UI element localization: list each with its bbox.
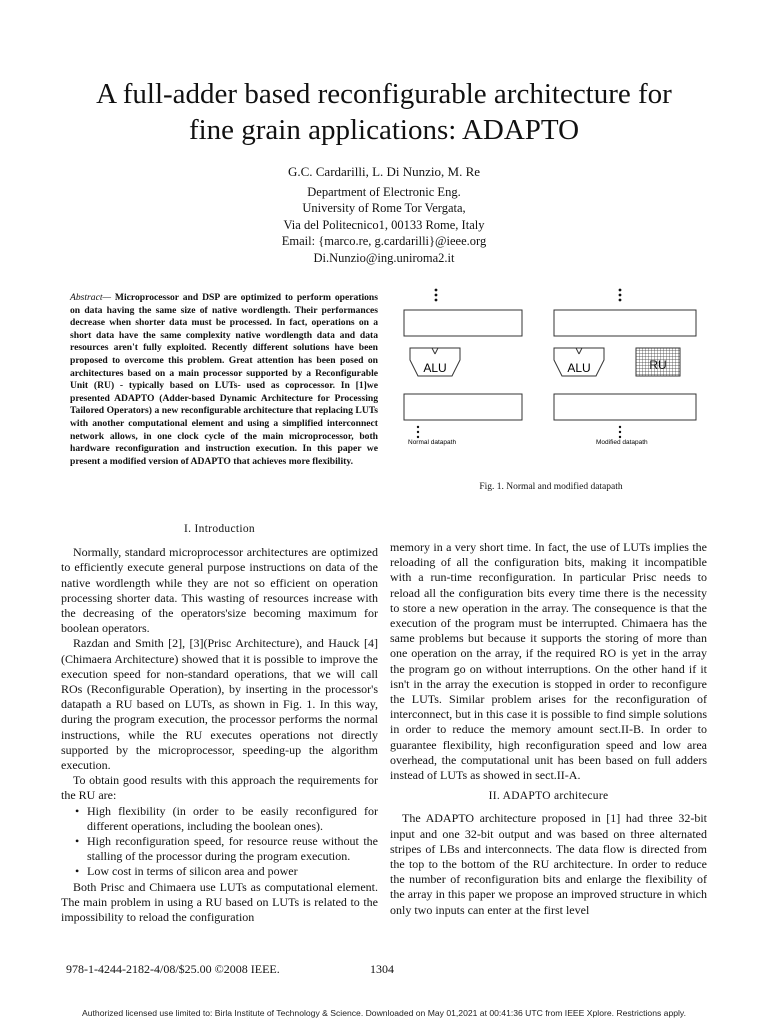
register-top — [554, 310, 696, 336]
list-item: • Low cost in terms of silicon area and power — [75, 864, 298, 879]
author-names: G.C. Cardarilli, L. Di Nunzio, M. Re — [287, 164, 481, 179]
affiliation-email: Email: {marco.re, g.cardarilli}@ieee.org — [281, 234, 487, 248]
list-item: • High reconfiguration speed, for resource reuse without the stalling of the processor during the program execution. — [75, 834, 378, 864]
datapath-figure — [396, 284, 706, 456]
alu-label: ALU — [423, 361, 447, 375]
affiliation-email: Di.Nunzio@ing.uniroma2.it — [313, 250, 455, 265]
title-line-1: A full-adder based reconfigurable architecture for — [96, 78, 672, 110]
modified-datapath-label: Modified datapath — [596, 439, 648, 446]
normal-datapath-label: Normal datapath — [408, 439, 457, 446]
register-bottom — [554, 394, 696, 420]
bullet-icon: • — [75, 864, 80, 879]
authorized-use-note: Authorized licensed use limited to: Birla Institute of Technology & Science. Downloaded on May 01,2021 at 00:41:36 UTC from IEEE Xplore. Restrictions apply. — [82, 1008, 686, 1018]
paragraph: Normally, standard microprocessor architectures are optimized to efficiently execute general purpose instructions on data of the native wordlength while they are not so efficient on operation processing shorter data. This wasting of resources increase with the decreasing of the operators'size becoming maximum for boolean operators. — [61, 545, 378, 636]
paragraph: To obtain good results with this approach the requirements for the RU are: — [61, 773, 378, 803]
section-heading: I. Introduction — [184, 523, 255, 535]
paragraph: The ADAPTO architecture proposed in [1] had three 32-bit input and one 32-bit output and was based on three alternated stripes of LBs and interconnects. The data flow is directed from the top to the bottom of the RU architecture. In order to reduce the number of reconfiguration bits and enlarge the flexibility of the array in this paper we propose an improved structure in which only two inputs can enter at the first level — [390, 811, 707, 917]
affiliation-line: Department of Electronic Eng. — [307, 184, 461, 199]
page-number: 1304 — [370, 962, 394, 976]
paragraph: memory in a very short time. In fact, the use of LUTs implies the reloading of all the configuration bits, making it incompatible with a run-time reconfiguration. In particular Prisc needs to reload all the configuration bits every time there is the necessity to store a new operation in the array. The consequence is that the execution of the program must be interrupted. Chimaera has the same problems but because it supports the storing of more than one operation on the array, if the required RO is yet in the array the program go on without interruptions. On the other hand if it isn't in the array the execution is stopped in order to reconfigure the LUTs. Similar problem arises for the reconfiguration of interconnect, but in this case it is possible to find simple solutions in order to reduce the memory amount sect.II-B. In order to guarantee flexibility, high reconfiguration speed and low area overhead, the computational unit has been based on full adders instead of LUTs as showed in sect.II-A. — [390, 540, 707, 783]
paper-title — [40, 76, 728, 148]
register-top — [404, 310, 522, 336]
title-line-2: fine grain applications: ADAPTO — [188, 114, 580, 146]
alu-label: ALU — [567, 361, 591, 375]
bullet-icon: • — [75, 803, 80, 818]
requirements-list — [61, 804, 378, 880]
modified-datapath — [554, 289, 696, 446]
register-bottom — [404, 394, 522, 420]
list-item: • High flexibility (in order to be easily reconfigured for different operations, including the boolean ones). — [75, 803, 378, 833]
column-right — [390, 540, 707, 918]
figure-caption: Fig. 1. Normal and modified datapath — [479, 482, 623, 492]
abstract-body: Microprocessor and DSP are optimized to perform operations on data having the same size of native wordlength. Their performances decrease when shorter data must be processed. In fact, operations on a short data have the same complexity native wordlength data and data resources aren't fully exploited. Recently different solutions have been proposed to overcome this problem. Great attention has been posed on architectures based on a main processor supported by a Reconfigurable Unit (RU) - typically based on LUTs- used as coprocessor. In [1]we presented ADAPTO (Adder-based Dynamic Architecture for Processing Tailored Operators) a new reconfigurable architecture that replacing LUTs with another computational element and using a simplified interconnect network allows, in one clock cycle of the main microprocessor, both hardware reconfiguration and instruction execution. In this paper we present a modified version of ADAPTO that achieves more flexibility. — [70, 292, 378, 467]
abstract-lead: Abstract— — [70, 292, 112, 303]
column-left — [61, 522, 378, 925]
abstract — [70, 292, 378, 468]
affiliation-line: University of Rome Tor Vergata, — [302, 201, 466, 215]
normal-datapath — [404, 289, 522, 446]
affiliation-line: Via del Politecnico1, 00133 Rome, Italy — [283, 217, 485, 232]
author-block — [40, 164, 728, 266]
paragraph: Razdan and Smith [2], [3](Prisc Architecture), and Hauck [4] (Chimaera Architecture) showed that it is possible to improve the execution speed for non-standard operations, that we will call ROs (Reconfigurable Operation), by inserting in the processor's datapath a RU based on LUTs, as shown in Fig. 1. In this way, during the program execution, the processor performs the normal instructions, while the RU executes operations not directly supported by the microprocessor, speeding-up the algorithm execution. — [61, 636, 378, 773]
section-heading: II. ADAPTO architecure — [488, 790, 609, 803]
footer-isbn: 978-1-4244-2182-4/08/$25.00 ©2008 IEEE. — [66, 962, 280, 976]
ru-label: RU — [649, 358, 667, 372]
bullet-icon: • — [75, 834, 80, 849]
paragraph: Both Prisc and Chimaera use LUTs as computational element. The main problem in using a RU based on LUTs is related to the impossibility to reload the configuration — [61, 879, 378, 925]
